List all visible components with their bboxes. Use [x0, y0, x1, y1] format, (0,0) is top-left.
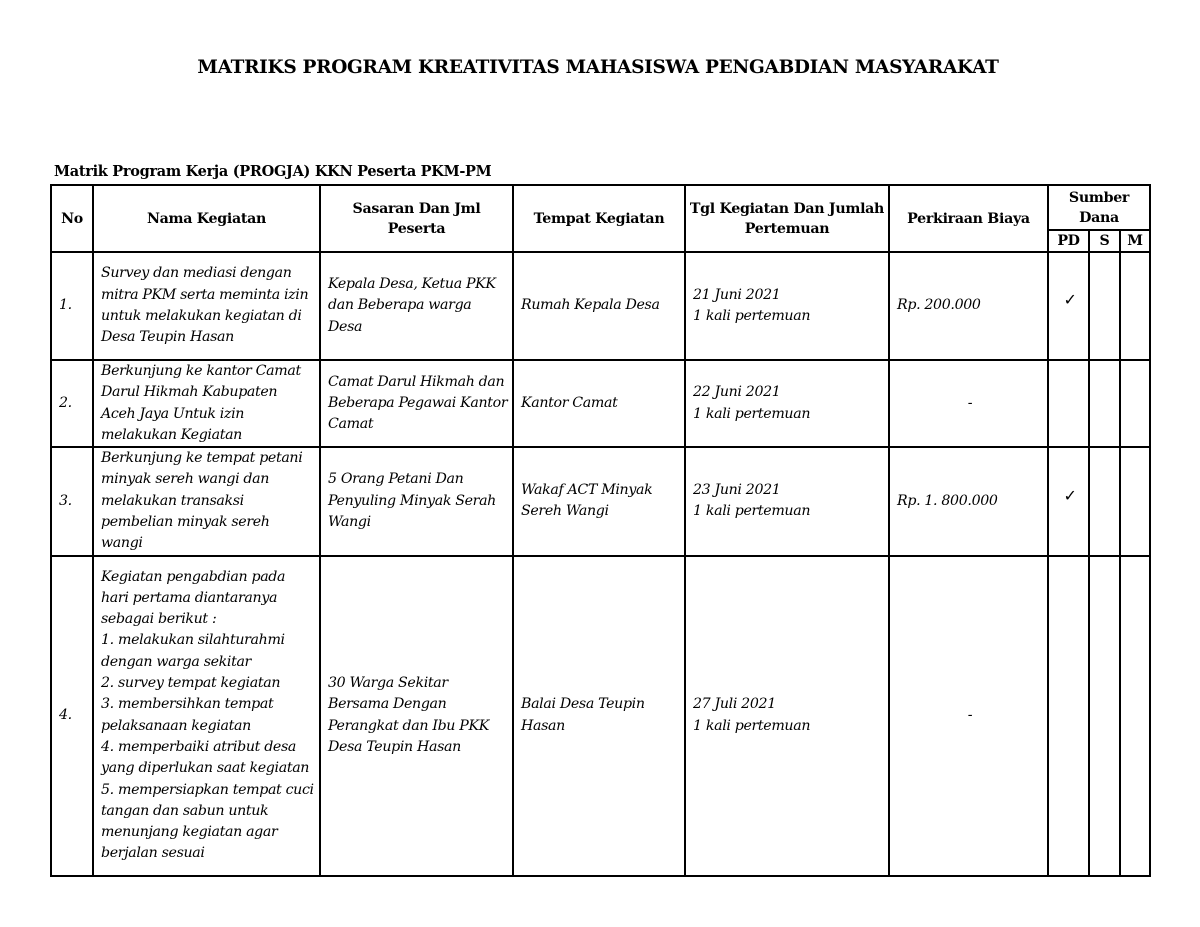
row-no: 1. — [51, 252, 93, 360]
row-fund-pd — [1048, 252, 1089, 360]
page-title: MATRIKS PROGRAM KREATIVITAS MAHASISWA PENGABDIAN MASYARAKAT — [197, 57, 999, 78]
table-row — [51, 360, 1150, 447]
row-biaya: Rp. 1. 800.000 — [889, 447, 1048, 555]
row-tgl: 21 Juni 2021 1 kali pertemuan — [685, 252, 889, 360]
row-no: 4. — [51, 556, 93, 876]
table-row — [51, 447, 1150, 555]
header-sasaran: Sasaran Dan Jml Peserta — [320, 185, 513, 252]
row-fund-m — [1120, 556, 1150, 876]
header-tgl: Tgl Kegiatan Dan Jumlah Pertemuan — [685, 185, 889, 252]
row-no: 2. — [51, 360, 93, 447]
row-fund-pd — [1048, 556, 1089, 876]
row-tempat: Kantor Camat — [513, 360, 685, 447]
checkmark-icon: ✓ — [1063, 290, 1077, 310]
header-nama-kegiatan: Nama Kegiatan — [93, 185, 320, 252]
row-fund-s — [1089, 252, 1120, 360]
row-nama-kegiatan: Survey dan mediasi dengan mitra PKM serta meminta izin untuk melakukan kegiatan di Desa Teupin Hasan — [93, 252, 320, 360]
table-caption: Matrik Program Kerja (PROGJA) KKN Peserta PKM-PM — [54, 163, 492, 180]
header-s: S — [1089, 230, 1120, 252]
row-nama-kegiatan: Kegiatan pengabdian pada hari pertama diantaranya sebagai berikut : 1. melakukan silahturahmi dengan warga sekitar 2. survey tempat kegiatan 3. membersihkan tempat pelaksanaan kegiatan 4. memperbaiki atribut desa yang diperlukan saat kegiatan 5. mempersiapkan tempat cuci tangan dan sabun untuk menunjang kegiatan agar berjalan sesuai — [93, 556, 320, 876]
table-row — [51, 556, 1150, 876]
header-tempat: Tempat Kegiatan — [513, 185, 685, 252]
header-pd: PD — [1048, 230, 1089, 252]
row-fund-s — [1089, 447, 1120, 555]
checkmark-icon: ✓ — [1063, 485, 1077, 505]
header-m: M — [1120, 230, 1150, 252]
row-fund-s — [1089, 556, 1120, 876]
row-no: 3. — [51, 447, 93, 555]
row-sasaran: Camat Darul Hikmah dan Beberapa Pegawai Kantor Camat — [320, 360, 513, 447]
row-biaya: - — [889, 556, 1048, 876]
header-no: No — [51, 185, 93, 252]
table-row — [51, 252, 1150, 360]
row-fund-m — [1120, 252, 1150, 360]
row-tempat: Rumah Kepala Desa — [513, 252, 685, 360]
row-biaya: Rp. 200.000 — [889, 252, 1048, 360]
row-sasaran: 5 Orang Petani Dan Penyuling Minyak Serah Wangi — [320, 447, 513, 555]
program-matrix-table — [50, 184, 1151, 877]
row-sasaran: 30 Warga Sekitar Bersama Dengan Perangkat dan Ibu PKK Desa Teupin Hasan — [320, 556, 513, 876]
header-row — [51, 185, 1150, 230]
header-biaya: Perkiraan Biaya — [889, 185, 1048, 252]
row-nama-kegiatan: Berkunjung ke tempat petani minyak sereh wangi dan melakukan transaksi pembelian minyak sereh wangi — [93, 447, 320, 555]
row-fund-m — [1120, 360, 1150, 447]
header-sumber-dana: Sumber Dana — [1048, 185, 1150, 230]
row-fund-s — [1089, 360, 1120, 447]
row-fund-m — [1120, 447, 1150, 555]
row-fund-pd — [1048, 360, 1089, 447]
row-biaya: - — [889, 360, 1048, 447]
row-fund-pd — [1048, 447, 1089, 555]
row-nama-kegiatan: Berkunjung ke kantor Camat Darul Hikmah Kabupaten Aceh Jaya Untuk izin melakukan Kegiatan — [93, 360, 320, 447]
row-tgl: 23 Juni 2021 1 kali pertemuan — [685, 447, 889, 555]
row-tempat: Wakaf ACT Minyak Sereh Wangi — [513, 447, 685, 555]
row-tgl: 22 Juni 2021 1 kali pertemuan — [685, 360, 889, 447]
row-tempat: Balai Desa Teupin Hasan — [513, 556, 685, 876]
row-sasaran: Kepala Desa, Ketua PKK dan Beberapa warga Desa — [320, 252, 513, 360]
row-tgl: 27 Juli 2021 1 kali pertemuan — [685, 556, 889, 876]
